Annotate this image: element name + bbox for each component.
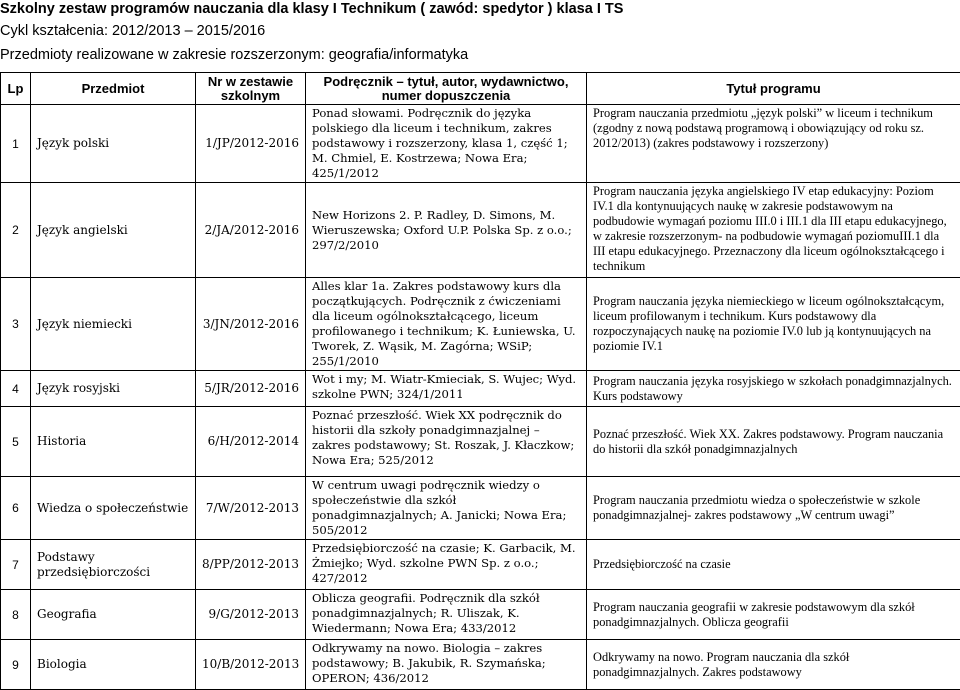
book-cell: W centrum uwagi podręcznik wiedzy o społeczeństwie dla szkół ponadgimnazjalnych; A. Janicki; Nowa Era; 505/2012 xyxy=(306,477,587,540)
book-cell: Alles klar 1a. Zakres podstawowy kurs dla początkujących. Podręcznik z ćwiczeniami dla liceum ogólnokształcącego, liceum profilowanego i technikum; K. Łuniewska, U. Tworek, Z. Wąsik, M. Zagórna; WSiP; 255/1/2010 xyxy=(306,278,587,371)
subject-cell: Wiedza o społeczeństwie xyxy=(31,477,196,540)
nr-cell: 2/JA/2012-2016 xyxy=(196,183,306,278)
subject-cell: Geografia xyxy=(31,590,196,640)
subject-cell: Język angielski xyxy=(31,183,196,278)
book-cell: Oblicza geografii. Podręcznik dla szkół ponadgimnazjalnych; R. Uliszak, K. Wiedermann; Nowa Era; 433/2012 xyxy=(306,590,587,640)
table-header-row xyxy=(1,73,960,105)
nr-cell: 3/JN/2012-2016 xyxy=(196,278,306,371)
document-title: Szkolny zestaw programów nauczania dla klasy I Technikum ( zawód: spedytor ) klasa I TS xyxy=(0,0,623,18)
nr-cell: 10/B/2012-2013 xyxy=(196,640,306,690)
program-table xyxy=(0,72,960,690)
book-cell: Ponad słowami. Podręcznik do języka polskiego dla liceum i technikum, zakres podstawowy i rozszerzony, klasa 1, część 1; M. Chmiel, E. Kostrzewa; Nowa Era; 425/1/2012 xyxy=(306,105,587,183)
book-cell: Odkrywamy na nowo. Biologia – zakres podstawowy; B. Jakubik, R. Szymańska; OPERON; 436/2012 xyxy=(306,640,587,690)
extended-subjects-line: Przedmioty realizowane w zakresie rozszerzonym: geografia/informatyka xyxy=(0,46,468,64)
table-row xyxy=(1,371,960,407)
subject-cell: Podstawy przedsiębiorczości xyxy=(31,540,196,590)
lp-cell: 2 xyxy=(1,183,31,278)
column-header-nr: Nr w zestawie szkolnym xyxy=(196,73,306,105)
program-cell: Program nauczania języka rosyjskiego w szkołach ponadgimnazjalnych. Kurs podstawowy xyxy=(587,371,960,407)
book-cell: Poznać przeszłość. Wiek XX podręcznik do historii dla szkoły ponadgimnazjalnej – zakres podstawowy; St. Roszak, J. Kłaczkow; Nowa Era; 525/2012 xyxy=(306,407,587,477)
program-cell: Program nauczania języka niemieckiego w liceum ogólnokształcącym, liceum profilowanym i technikum. Kurs podstawowy dla rozpoczynających naukę na poziomie IV.0 lub ją kontynuujących na poziomie IV.1 xyxy=(587,278,960,371)
table-row xyxy=(1,105,960,183)
nr-cell: 7/W/2012-2013 xyxy=(196,477,306,540)
nr-cell: 1/JP/2012-2016 xyxy=(196,105,306,183)
subject-cell: Biologia xyxy=(31,640,196,690)
lp-cell: 5 xyxy=(1,407,31,477)
subject-cell: Język rosyjski xyxy=(31,371,196,407)
program-cell: Przedsiębiorczość na czasie xyxy=(587,540,960,590)
column-header-program: Tytuł programu xyxy=(587,73,960,105)
book-cell: Przedsiębiorczość na czasie; K. Garbacik, M. Żmiejko; Wyd. szkolne PWN Sp. z o.o.; 427/2012 xyxy=(306,540,587,590)
nr-cell: 5/JR/2012-2016 xyxy=(196,371,306,407)
subject-cell: Język polski xyxy=(31,105,196,183)
table-row xyxy=(1,590,960,640)
lp-cell: 6 xyxy=(1,477,31,540)
lp-cell: 4 xyxy=(1,371,31,407)
table-row xyxy=(1,540,960,590)
column-header-book: Podręcznik – tytuł, autor, wydawnictwo, numer dopuszczenia xyxy=(306,73,587,105)
lp-cell: 8 xyxy=(1,590,31,640)
book-cell: New Horizons 2. P. Radley, D. Simons, M. Wieruszewska; Oxford U.P. Polska Sp. z o.o.; 297/2/2010 xyxy=(306,183,587,278)
book-cell: Wot i my; M. Wiatr-Kmieciak, S. Wujec; Wyd. szkolne PWN; 324/1/2011 xyxy=(306,371,587,407)
program-cell: Program nauczania przedmiotu „język polski” w liceum i technikum (zgodny z nową podstawą programową i obowiązujący od roku sz. 2012/2013) (zakres podstawowy i rozszerzony) xyxy=(587,105,960,183)
lp-cell: 7 xyxy=(1,540,31,590)
subject-cell: Historia xyxy=(31,407,196,477)
program-cell: Program nauczania przedmiotu wiedza o społeczeństwie w szkole ponadgimnazjalnej- zakres podstawowy „W centrum uwagi” xyxy=(587,477,960,540)
table-row xyxy=(1,477,960,540)
program-cell: Program nauczania języka angielskiego IV etap edukacyjny: Poziom IV.1 dla kontynuujących naukę w zakresie podstawowym na podbudowie wymagań poziomu III.0 i III.1 dla III etapu edukacyjnego, w zakresie rozszerzonym- na podbudowie wymagań poziomuIII.1 dla III etapu edukacyjnego. Przeznaczony dla liceum ogólnokształcącego i technikum xyxy=(587,183,960,278)
nr-cell: 8/PP/2012-2013 xyxy=(196,540,306,590)
nr-cell: 6/H/2012-2014 xyxy=(196,407,306,477)
table-row xyxy=(1,640,960,690)
nr-cell: 9/G/2012-2013 xyxy=(196,590,306,640)
table-row xyxy=(1,278,960,371)
subject-cell: Język niemiecki xyxy=(31,278,196,371)
table-row xyxy=(1,407,960,477)
table-row xyxy=(1,183,960,278)
cycle-line: Cykl kształcenia: 2012/2013 – 2015/2016 xyxy=(0,22,265,40)
program-cell: Program nauczania geografii w zakresie podstawowym dla szkół ponadgimnazjalnych. Oblicza geografii xyxy=(587,590,960,640)
lp-cell: 3 xyxy=(1,278,31,371)
program-cell: Poznać przeszłość. Wiek XX. Zakres podstawowy. Program nauczania do historii dla szkół ponadgimnazjalnych xyxy=(587,407,960,477)
lp-cell: 1 xyxy=(1,105,31,183)
lp-cell: 9 xyxy=(1,640,31,690)
column-header-subject: Przedmiot xyxy=(31,73,196,105)
program-cell: Odkrywamy na nowo. Program nauczania dla szkół ponadgimnazjalnych. Zakres podstawowy xyxy=(587,640,960,690)
column-header-lp: Lp xyxy=(1,73,31,105)
